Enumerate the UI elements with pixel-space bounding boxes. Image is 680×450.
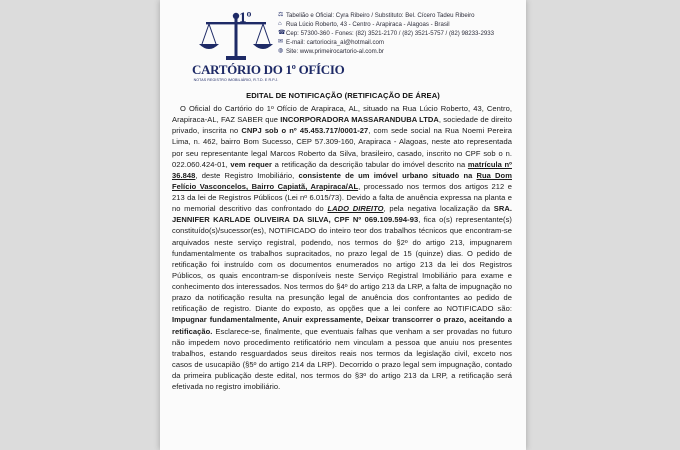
text-segment: Rua Dom Felício Vasconcelos, Bairro Capiatã, Arapiraca/AL bbox=[172, 170, 512, 191]
globe-icon: ◍ bbox=[278, 48, 284, 55]
contact-text: Site: www.primeirocartorio-al.com.br bbox=[286, 48, 384, 56]
text-segment: , sociedade de direito privado, inscrita no bbox=[172, 115, 512, 136]
logo-sub-text: NOTAS REGISTRO IMOBILIÁRIO, R.T.D. E R.P.J. bbox=[193, 78, 279, 82]
body-paragraph bbox=[172, 103, 512, 392]
logo-brand-text: CARTÓRIO DO 1º OFÍCIO bbox=[192, 62, 345, 77]
contact-text: Cep: 57300-360 - Fones: (82) 3521-2170 / (82) 3521-5757 / (82) 98233-2933 bbox=[286, 30, 495, 38]
location-icon: ⌂ bbox=[278, 21, 282, 28]
text-segment: O Oficial do Cartório do 1º Ofício de Arapiraca, AL, situado na Rua Lúcio Roberto, 43, Centro, Arapiraca-AL, FAZ SABER que bbox=[172, 104, 512, 125]
phone-icon: ☎ bbox=[278, 30, 286, 37]
scales-icon: ⚖ bbox=[278, 12, 284, 18]
text-segment: consistente de um imóvel urbano situado na bbox=[298, 170, 477, 180]
text-segment: a retificação da descrição tabular do imóvel descrito na bbox=[272, 159, 468, 169]
document-page bbox=[160, 0, 526, 450]
text-segment: Esclarece-se, finalmente, que eventuais falhas que venham a ser provadas no futuro não impedem novo procedimento retificatório nem vinculam a pessoa que anuiu nos presentes trabalhos, estando resguardados seus direitos reais nos termos da legislação civil, exceto nos casos de usucapião (§5º do artigo 214 da LRP). Decorrido o prazo legal sem impugnação, contado da primeira publicação deste edital, nos termos do §3º do artigo 213 da LRP, a retificação será efetivada no registro imobiliário. bbox=[172, 326, 512, 392]
contact-text: Tabelião e Oficial: Cyra Ribeiro / Substituto: Bel. Cícero Tadeu Ribeiro bbox=[286, 12, 475, 19]
contact-text: Rua Lúcio Roberto, 43 - Centro - Arapiraca - Alagoas - Brasil bbox=[286, 21, 450, 29]
text-segment: INCORPORADORA MASSARANDUBA LTDA bbox=[280, 115, 439, 125]
logo-numeral: 1º bbox=[239, 10, 252, 26]
contact-line bbox=[278, 20, 518, 29]
text-segment: , pela negativa localização da bbox=[383, 204, 494, 214]
text-segment: CNPJ sob o nº 45.453.717/0001-27 bbox=[241, 126, 369, 136]
contact-line bbox=[278, 11, 518, 20]
document-body bbox=[172, 103, 512, 392]
text-segment: vem requer bbox=[230, 159, 272, 169]
text-segment: , com sede social na Rua Noemi Pereira Lima, n. 462, bairro Bom Sucesso, CEP 57.309-160, Arapiraca - Alagoas, neste ato representada por seu representante legal Marcos Roberto da Silva, brasileiro, casado, inscrito no CPF sob o n. 022.060.424-01, bbox=[172, 126, 512, 169]
text-segment: Impugnar fundamentalmente, Anuir expressamente, Deixar transcorrer o prazo, aceitando a retificação. bbox=[172, 315, 512, 336]
contact-line bbox=[278, 47, 518, 56]
contact-line bbox=[278, 29, 518, 38]
text-segment: matrícula nº 36.848 bbox=[172, 159, 512, 180]
mail-icon: ✉ bbox=[278, 39, 284, 46]
text-segment: SRA. JENNIFER KARLADE OLIVEIRA DA SILVA, CPF Nº 069.109.594-93 bbox=[172, 204, 512, 225]
text-segment: , deste Registro Imobiliário, bbox=[195, 170, 299, 180]
text-segment: , processado nos termos dos artigos 212 e 213 da lei de Registros Públicos (Lei nº 6.015/73). Devido a falta de anuência expressa na planta e no memorial descritivo das confrontado do bbox=[172, 181, 512, 214]
document-title: EDITAL DE NOTIFICAÇÃO (RETIFICAÇÃO DE ÁREA) bbox=[246, 91, 440, 100]
contact-line bbox=[278, 38, 518, 47]
text-segment: , fica o(s) representante(s) constituído(s)/sucessor(es), NOTIFICADO do inteiro teor dos trabalhos técnicos que encontram-se arquivados neste serviço registral, podendo, nos termos do §2º do artigo 213, impugnarem fundamentalmente os trabalhos supracitados, no prazo legal de 15 (quinze) dias. O pedido de retificação foi instruído com os documentos enumerados no artigo 213 da lei dos Registros Públicos, os quais encontram-se disponíveis neste Serviço Registral Imobiliário para exame e conhecimento dos interessados. Nos termos do §4º do artigo 213 da LRP, a falta de impugnação no prazo da notificação resulta na presunção legal de anuência dos confrontantes ao pedido de retificação de registro. Diante do exposto, as opções que a lei confere ao NOTIFICADO são: bbox=[172, 215, 512, 314]
text-segment: LADO DIREITO bbox=[327, 204, 384, 214]
contact-block bbox=[278, 11, 518, 56]
scales-of-justice-icon bbox=[192, 10, 280, 64]
contact-text: E-mail: cartoriocira_al@hotmail.com bbox=[286, 39, 384, 47]
